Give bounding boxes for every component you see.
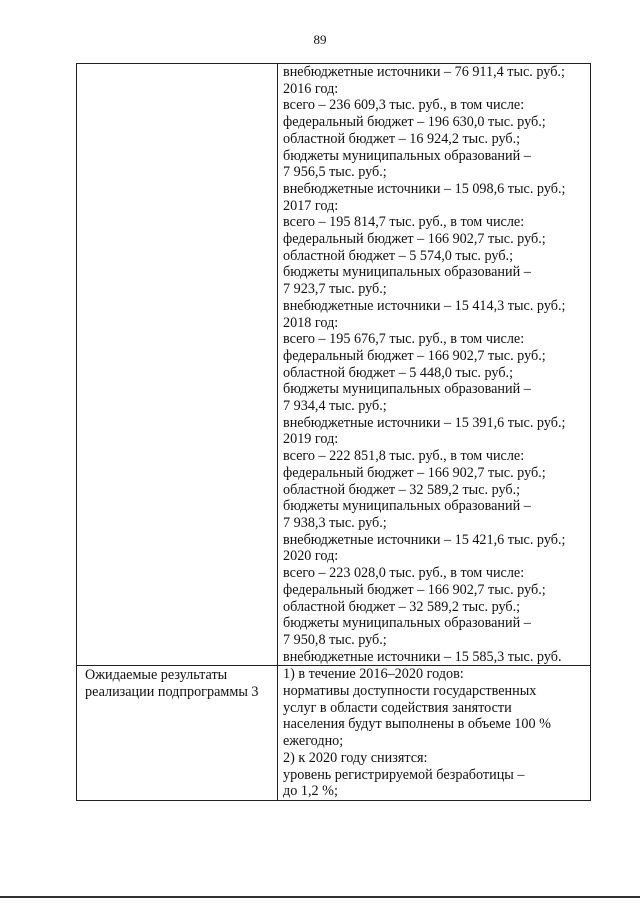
expected-results-line: 2) к 2020 году снизятся: — [283, 749, 428, 766]
funding-line: внебюджетные источники – 15 414,3 тыс. руб.; — [283, 297, 566, 314]
funding-details — [278, 64, 590, 665]
expected-results-row — [77, 666, 591, 801]
funding-line: 7 938,3 тыс. руб.; — [283, 514, 387, 531]
subprogram-table — [76, 63, 591, 801]
funding-line: 2018 год: — [283, 314, 339, 331]
funding-line: федеральный бюджет – 166 902,7 тыс. руб.; — [283, 347, 546, 364]
expected-results-line: 1) в течение 2016–2020 годов: — [283, 666, 464, 683]
funding-line: внебюджетные источники – 15 098,6 тыс. руб.; — [283, 180, 566, 197]
funding-line: 2019 год: — [283, 431, 339, 448]
funding-line: всего – 223 028,0 тыс. руб., в том числе: — [283, 565, 525, 582]
expected-results-line: населения будут выполнены в объеме 100 % — [283, 716, 551, 733]
funding-row — [77, 64, 591, 666]
expected-results-content-cell — [278, 666, 591, 801]
funding-line: областной бюджет – 16 924,2 тыс. руб.; — [283, 130, 521, 147]
funding-line: бюджеты муниципальных образований – — [283, 381, 531, 398]
funding-line: областной бюджет – 5 574,0 тыс. руб.; — [283, 247, 514, 264]
funding-line: бюджеты муниципальных образований – — [283, 147, 531, 164]
funding-line: федеральный бюджет – 166 902,7 тыс. руб.; — [283, 231, 546, 248]
funding-line: бюджеты муниципальных образований – — [283, 264, 531, 281]
funding-line: 2017 год: — [283, 197, 339, 214]
funding-line: областной бюджет – 5 448,0 тыс. руб.; — [283, 364, 514, 381]
funding-line: внебюджетные источники – 15 421,6 тыс. руб.; — [283, 531, 566, 548]
funding-line: всего – 195 814,7 тыс. руб., в том числе: — [283, 214, 525, 231]
funding-line: всего – 195 676,7 тыс. руб., в том числе: — [283, 331, 525, 348]
funding-line: федеральный бюджет – 166 902,7 тыс. руб.; — [283, 581, 546, 598]
funding-line: 7 934,4 тыс. руб.; — [283, 398, 387, 415]
expected-results-line: до 1,2 %; — [283, 783, 338, 800]
funding-row-content-cell — [278, 64, 591, 666]
funding-line: областной бюджет – 32 589,2 тыс. руб.; — [283, 481, 521, 498]
funding-line: бюджеты муниципальных образований – — [283, 498, 531, 515]
expected-results-label-line: реализации подпрограммы 3 — [85, 683, 259, 700]
funding-line: областной бюджет – 32 589,2 тыс. руб.; — [283, 598, 521, 615]
funding-line: 2020 год: — [283, 548, 339, 565]
funding-line: 2016 год: — [283, 80, 339, 97]
expected-results-label-line: Ожидаемые результаты — [85, 667, 228, 684]
funding-line: 7 950,8 тыс. руб.; — [283, 631, 387, 648]
expected-results-label — [77, 666, 277, 700]
funding-line: 7 923,7 тыс. руб.; — [283, 281, 387, 298]
expected-results-line: уровень регистрируемой безработицы – — [283, 766, 525, 783]
funding-line: всего – 236 609,3 тыс. руб., в том числе: — [283, 97, 525, 114]
expected-results-details — [278, 666, 590, 800]
funding-line: внебюджетные источники – 15 391,6 тыс. руб.; — [283, 414, 566, 431]
funding-line: внебюджетные источники – 15 585,3 тыс. руб. — [283, 648, 562, 665]
page-number: 89 — [313, 32, 327, 47]
bottom-border-line — [0, 896, 640, 898]
expected-results-label-cell — [77, 666, 278, 801]
funding-line: всего – 222 851,8 тыс. руб., в том числе: — [283, 448, 525, 465]
expected-results-line: услуг в области содействия занятости — [283, 699, 512, 716]
expected-results-line: нормативы доступности государственных — [283, 683, 537, 700]
funding-line: 7 956,5 тыс. руб.; — [283, 164, 387, 181]
funding-line: федеральный бюджет – 196 630,0 тыс. руб.; — [283, 114, 546, 131]
funding-line: федеральный бюджет – 166 902,7 тыс. руб.; — [283, 464, 546, 481]
funding-line: внебюджетные источники – 76 911,4 тыс. руб.; — [283, 64, 565, 80]
funding-row-label — [77, 64, 277, 65]
expected-results-line: ежегодно; — [283, 733, 344, 750]
funding-line: бюджеты муниципальных образований – — [283, 615, 531, 632]
funding-row-label-cell — [77, 64, 278, 666]
